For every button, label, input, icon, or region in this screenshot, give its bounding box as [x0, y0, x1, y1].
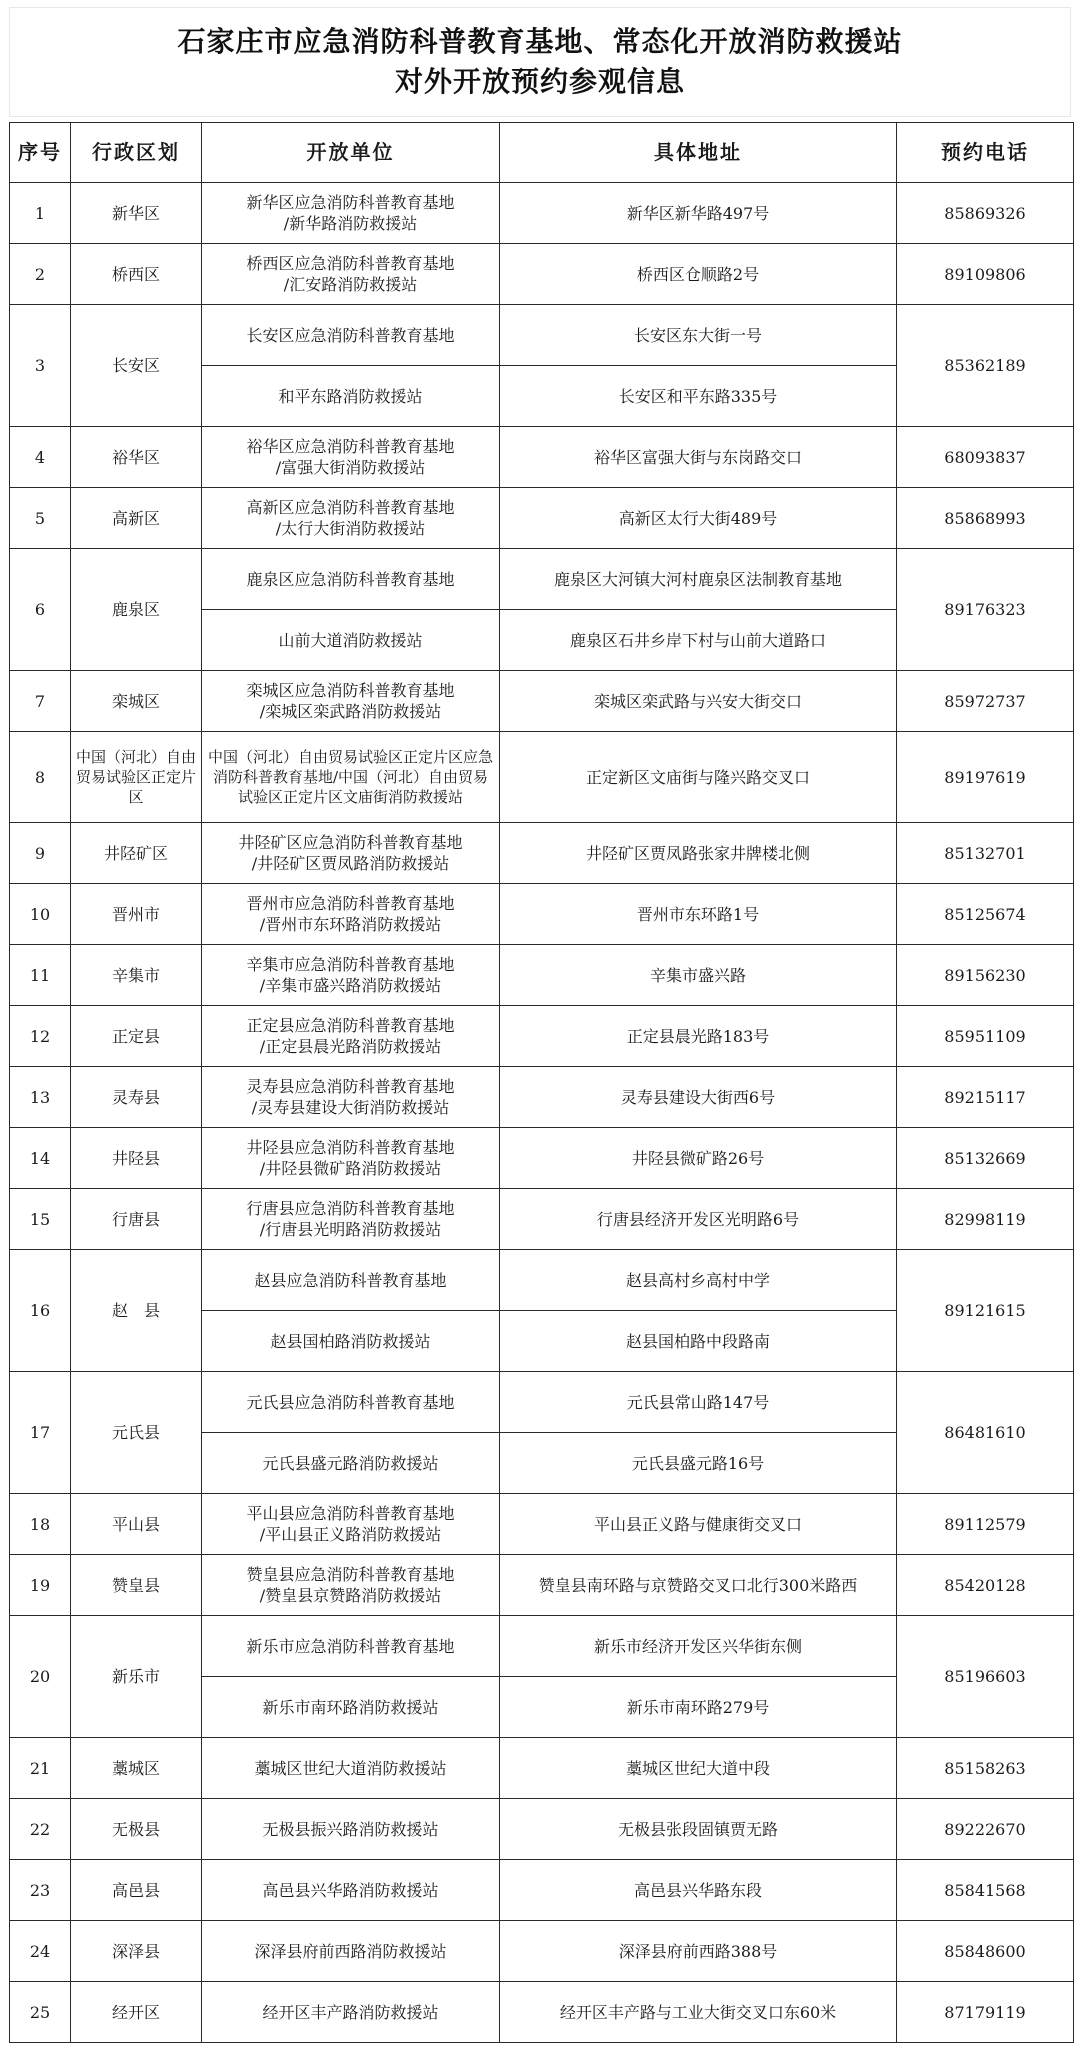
cell-unit: 赵县应急消防科普教育基地	[202, 1250, 500, 1311]
cell-no: 1	[10, 183, 71, 244]
cell-unit: 长安区应急消防科普教育基地	[202, 305, 500, 366]
cell-address: 桥西区仓顺路2号	[500, 244, 897, 305]
cell-phone: 85420128	[897, 1555, 1074, 1616]
header-phone: 预约电话	[897, 123, 1074, 183]
cell-no: 12	[10, 1006, 71, 1067]
cell-district: 鹿泉区	[71, 549, 202, 671]
table-row	[10, 945, 1074, 1006]
cell-unit: 行唐县应急消防科普教育基地 /行唐县光明路消防救援站	[202, 1189, 500, 1250]
cell-unit: 井陉矿区应急消防科普教育基地 /井陉矿区贾凤路消防救援站	[202, 823, 500, 884]
cell-phone: 85158263	[897, 1738, 1074, 1799]
cell-unit: 新乐市应急消防科普教育基地	[202, 1616, 500, 1677]
table-row	[10, 823, 1074, 884]
table-row	[10, 183, 1074, 244]
table-row	[10, 305, 1074, 366]
cell-no: 11	[10, 945, 71, 1006]
cell-district: 灵寿县	[71, 1067, 202, 1128]
table-row	[10, 1738, 1074, 1799]
cell-district: 新华区	[71, 183, 202, 244]
cell-phone: 89215117	[897, 1067, 1074, 1128]
cell-unit: 井陉县应急消防科普教育基地 /井陉县微矿路消防救援站	[202, 1128, 500, 1189]
cell-district: 高邑县	[71, 1860, 202, 1921]
cell-address: 新乐市南环路279号	[500, 1677, 897, 1738]
cell-phone: 89112579	[897, 1494, 1074, 1555]
cell-address: 裕华区富强大街与东岗路交口	[500, 427, 897, 488]
cell-no: 21	[10, 1738, 71, 1799]
cell-no: 20	[10, 1616, 71, 1738]
cell-phone: 89121615	[897, 1250, 1074, 1372]
cell-address: 无极县张段固镇贾无路	[500, 1799, 897, 1860]
cell-address: 高新区太行大街489号	[500, 488, 897, 549]
cell-district: 藁城区	[71, 1738, 202, 1799]
cell-no: 6	[10, 549, 71, 671]
table-row	[10, 244, 1074, 305]
cell-phone: 85848600	[897, 1921, 1074, 1982]
cell-address: 赞皇县南环路与京赞路交叉口北行300米路西	[500, 1555, 897, 1616]
table-body	[10, 183, 1074, 2043]
cell-district: 行唐县	[71, 1189, 202, 1250]
cell-address: 鹿泉区大河镇大河村鹿泉区法制教育基地	[500, 549, 897, 610]
table-row	[10, 1921, 1074, 1982]
table-row	[10, 488, 1074, 549]
cell-phone: 89197619	[897, 732, 1074, 823]
cell-phone: 68093837	[897, 427, 1074, 488]
table-row	[10, 1189, 1074, 1250]
cell-address: 平山县正义路与健康街交叉口	[500, 1494, 897, 1555]
header-district: 行政区划	[71, 123, 202, 183]
cell-unit: 新华区应急消防科普教育基地 /新华路消防救援站	[202, 183, 500, 244]
table-row	[10, 1616, 1074, 1677]
cell-phone: 85869326	[897, 183, 1074, 244]
cell-phone: 85951109	[897, 1006, 1074, 1067]
cell-unit: 平山县应急消防科普教育基地 /平山县正义路消防救援站	[202, 1494, 500, 1555]
cell-no: 10	[10, 884, 71, 945]
cell-address: 藁城区世纪大道中段	[500, 1738, 897, 1799]
table-row	[10, 1067, 1074, 1128]
cell-district: 高新区	[71, 488, 202, 549]
cell-address: 鹿泉区石井乡岸下村与山前大道路口	[500, 610, 897, 671]
cell-phone: 89222670	[897, 1799, 1074, 1860]
cell-address: 行唐县经济开发区光明路6号	[500, 1189, 897, 1250]
cell-phone: 85132669	[897, 1128, 1074, 1189]
cell-address: 长安区和平东路335号	[500, 366, 897, 427]
cell-district: 井陉矿区	[71, 823, 202, 884]
cell-unit: 元氏县应急消防科普教育基地	[202, 1372, 500, 1433]
cell-district: 元氏县	[71, 1372, 202, 1494]
cell-unit: 高邑县兴华路消防救援站	[202, 1860, 500, 1921]
cell-district: 晋州市	[71, 884, 202, 945]
header-address: 具体地址	[500, 123, 897, 183]
cell-phone: 85132701	[897, 823, 1074, 884]
table-row	[10, 1006, 1074, 1067]
cell-unit: 深泽县府前西路消防救援站	[202, 1921, 500, 1982]
table-row	[10, 732, 1074, 823]
cell-unit: 和平东路消防救援站	[202, 366, 500, 427]
cell-district: 裕华区	[71, 427, 202, 488]
cell-district: 正定县	[71, 1006, 202, 1067]
cell-no: 8	[10, 732, 71, 823]
cell-no: 7	[10, 671, 71, 732]
cell-no: 23	[10, 1860, 71, 1921]
cell-address: 高邑县兴华路东段	[500, 1860, 897, 1921]
table-row	[10, 427, 1074, 488]
cell-unit: 赵县国柏路消防救援站	[202, 1311, 500, 1372]
cell-no: 24	[10, 1921, 71, 1982]
cell-district: 井陉县	[71, 1128, 202, 1189]
cell-phone: 86481610	[897, 1372, 1074, 1494]
page-title: 石家庄市应急消防科普教育基地、常态化开放消防救援站	[177, 25, 903, 58]
cell-address: 正定县晨光路183号	[500, 1006, 897, 1067]
cell-address: 经开区丰产路与工业大街交叉口东60米	[500, 1982, 897, 2043]
cell-district: 深泽县	[71, 1921, 202, 1982]
cell-district: 经开区	[71, 1982, 202, 2043]
cell-phone: 89156230	[897, 945, 1074, 1006]
cell-district: 新乐市	[71, 1616, 202, 1738]
table-row	[10, 884, 1074, 945]
cell-address: 正定新区文庙街与隆兴路交叉口	[500, 732, 897, 823]
cell-phone: 85196603	[897, 1616, 1074, 1738]
cell-district: 赵 县	[71, 1250, 202, 1372]
cell-address: 栾城区栾武路与兴安大街交口	[500, 671, 897, 732]
table-row	[10, 1982, 1074, 2043]
cell-no: 17	[10, 1372, 71, 1494]
cell-phone: 85972737	[897, 671, 1074, 732]
table-row	[10, 671, 1074, 732]
table-row	[10, 1250, 1074, 1311]
table-row	[10, 1128, 1074, 1189]
cell-unit: 高新区应急消防科普教育基地 /太行大街消防救援站	[202, 488, 500, 549]
cell-no: 13	[10, 1067, 71, 1128]
cell-district: 无极县	[71, 1799, 202, 1860]
cell-no: 18	[10, 1494, 71, 1555]
cell-no: 22	[10, 1799, 71, 1860]
cell-district: 中国（河北）自由贸易试验区正定片区	[71, 732, 202, 823]
cell-address: 井陉县微矿路26号	[500, 1128, 897, 1189]
cell-address: 赵县高村乡高村中学	[500, 1250, 897, 1311]
cell-address: 赵县国柏路中段路南	[500, 1311, 897, 1372]
cell-address: 长安区东大街一号	[500, 305, 897, 366]
table-row	[10, 1799, 1074, 1860]
cell-unit: 山前大道消防救援站	[202, 610, 500, 671]
cell-no: 4	[10, 427, 71, 488]
cell-phone: 85868993	[897, 488, 1074, 549]
cell-phone: 85125674	[897, 884, 1074, 945]
cell-address: 深泽县府前西路388号	[500, 1921, 897, 1982]
cell-address: 辛集市盛兴路	[500, 945, 897, 1006]
cell-address: 元氏县常山路147号	[500, 1372, 897, 1433]
cell-phone: 89109806	[897, 244, 1074, 305]
cell-district: 栾城区	[71, 671, 202, 732]
cell-unit: 辛集市应急消防科普教育基地 /辛集市盛兴路消防救援站	[202, 945, 500, 1006]
table-header-row	[10, 123, 1074, 183]
cell-unit: 赞皇县应急消防科普教育基地 /赞皇县京赞路消防救援站	[202, 1555, 500, 1616]
cell-address: 晋州市东环路1号	[500, 884, 897, 945]
cell-phone: 87179119	[897, 1982, 1074, 2043]
cell-phone: 85362189	[897, 305, 1074, 427]
title-block	[9, 7, 1071, 117]
table-row	[10, 1494, 1074, 1555]
cell-address: 元氏县盛元路16号	[500, 1433, 897, 1494]
cell-no: 5	[10, 488, 71, 549]
cell-address: 新乐市经济开发区兴华街东侧	[500, 1616, 897, 1677]
cell-unit: 裕华区应急消防科普教育基地 /富强大街消防救援站	[202, 427, 500, 488]
cell-address: 灵寿县建设大街西6号	[500, 1067, 897, 1128]
cell-no: 25	[10, 1982, 71, 2043]
cell-no: 2	[10, 244, 71, 305]
cell-no: 3	[10, 305, 71, 427]
cell-district: 平山县	[71, 1494, 202, 1555]
page-subtitle: 对外开放预约参观信息	[394, 65, 685, 98]
cell-phone: 85841568	[897, 1860, 1074, 1921]
cell-address: 新华区新华路497号	[500, 183, 897, 244]
cell-no: 9	[10, 823, 71, 884]
cell-unit: 中国（河北）自由贸易试验区正定片区应急消防科普教育基地/中国（河北）自由贸易试验区正定片区文庙街消防救援站	[202, 732, 500, 823]
cell-unit: 栾城区应急消防科普教育基地 /栾城区栾武路消防救援站	[202, 671, 500, 732]
table-row	[10, 1555, 1074, 1616]
table-row	[10, 1372, 1074, 1433]
cell-unit: 新乐市南环路消防救援站	[202, 1677, 500, 1738]
table-row	[10, 1860, 1074, 1921]
cell-unit: 桥西区应急消防科普教育基地 /汇安路消防救援站	[202, 244, 500, 305]
cell-phone: 89176323	[897, 549, 1074, 671]
cell-no: 15	[10, 1189, 71, 1250]
cell-address: 井陉矿区贾凤路张家井牌楼北侧	[500, 823, 897, 884]
cell-no: 16	[10, 1250, 71, 1372]
cell-no: 19	[10, 1555, 71, 1616]
cell-unit: 藁城区世纪大道消防救援站	[202, 1738, 500, 1799]
cell-unit: 灵寿县应急消防科普教育基地 /灵寿县建设大街消防救援站	[202, 1067, 500, 1128]
cell-phone: 82998119	[897, 1189, 1074, 1250]
info-table	[9, 122, 1074, 2043]
cell-unit: 鹿泉区应急消防科普教育基地	[202, 549, 500, 610]
header-no: 序号	[10, 123, 71, 183]
cell-district: 长安区	[71, 305, 202, 427]
cell-no: 14	[10, 1128, 71, 1189]
cell-district: 赞皇县	[71, 1555, 202, 1616]
cell-unit: 晋州市应急消防科普教育基地 /晋州市东环路消防救援站	[202, 884, 500, 945]
cell-unit: 无极县振兴路消防救援站	[202, 1799, 500, 1860]
table-row	[10, 549, 1074, 610]
cell-district: 桥西区	[71, 244, 202, 305]
cell-district: 辛集市	[71, 945, 202, 1006]
cell-unit: 经开区丰产路消防救援站	[202, 1982, 500, 2043]
cell-unit: 正定县应急消防科普教育基地 /正定县晨光路消防救援站	[202, 1006, 500, 1067]
cell-unit: 元氏县盛元路消防救援站	[202, 1433, 500, 1494]
header-unit: 开放单位	[202, 123, 500, 183]
